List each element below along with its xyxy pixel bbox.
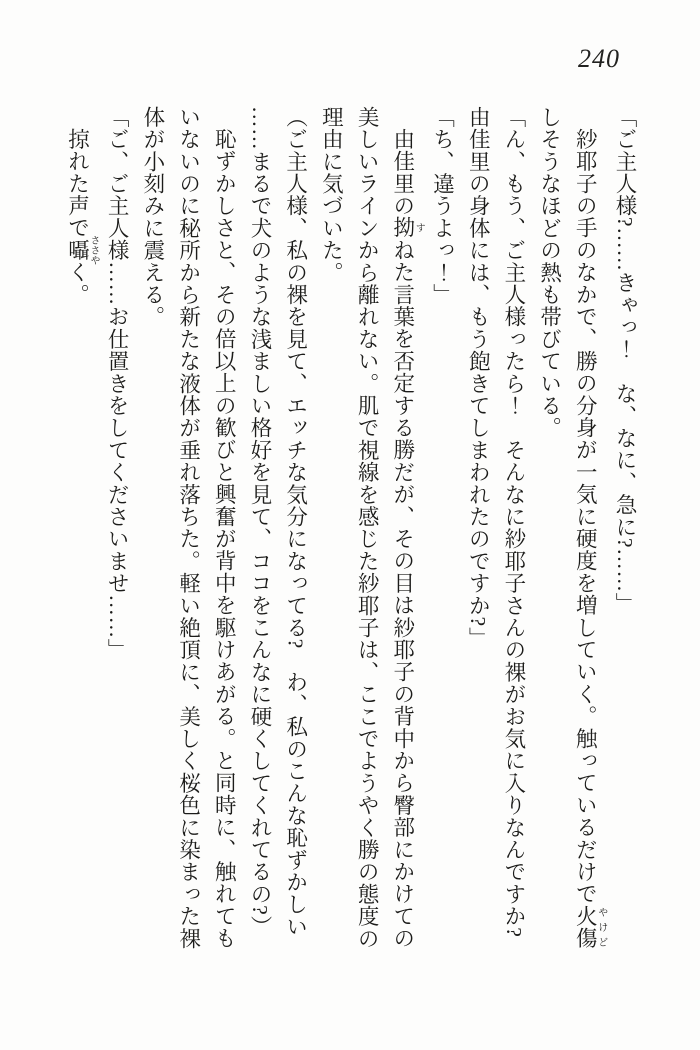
ruby-annotated-word: 火傷やけど xyxy=(573,904,607,949)
text-line: 「ち、違うよっ！」 xyxy=(430,106,455,306)
ruby-annotated-word: 囁ささや xyxy=(65,234,99,265)
furigana-text: やけど xyxy=(595,904,607,949)
text-line: 美しいラインから離れない。肌で視線を感じた紗耶子は、ここでようやく勝の態度の xyxy=(355,106,380,950)
furigana-text: ささや xyxy=(87,234,99,265)
text-line: 体が小刻みに震える。 xyxy=(140,106,165,328)
text-line: （ご主人様、私の裸を見て、エッチな気分になってる? わ、私のこんな恥ずかしい xyxy=(283,106,308,938)
text-line: いないのに秘所から新たな液体が垂れ落ちた。軽い絶頂に、美しく桜色に染まった裸 xyxy=(176,106,201,950)
text-line: ……まるで犬のような浅ましい格好を見て、ココをこんなに硬くしてくれてるの?） xyxy=(247,106,272,938)
text-line: 恥ずかしさと、その倍以上の歓びと興奮が背中を駆けあがる。と同時に、触れても xyxy=(212,127,237,949)
text-line: 「ん、もう、ご主人様ったら！ そんなに紗耶子さんの裸がお気に入りなんですか? xyxy=(501,106,526,938)
text-line: 掠れた声で囁ささやく。 xyxy=(65,127,99,306)
ruby-annotated-word: 拗す xyxy=(390,216,425,239)
text-line: 紗耶子の手のなかで、勝の分身が一気に硬度を増していく。触っているだけで火傷やけど xyxy=(573,127,607,949)
text-line: 由佳里の身体には、もう飽きてしまわれたのですか?」 xyxy=(466,106,491,650)
text-line: 理由に気づいた。 xyxy=(319,106,344,284)
text-line: 「ご、ご主人様……お仕置きをしてくださいませ……」 xyxy=(105,106,130,661)
furigana-text: す xyxy=(413,216,425,239)
text-line: 由佳里の拗すねた言葉を否定する勝だが、その目は紗耶子の背中から臀部にかけての xyxy=(390,127,425,949)
text-line: 「ご主人様?……きゃっ！ な、なに、急に?……」 xyxy=(613,106,637,615)
page-number: 240 xyxy=(578,44,620,73)
text-line: しそうなほどの熱も帯びている。 xyxy=(537,106,562,439)
vertical-text-block xyxy=(59,106,642,958)
